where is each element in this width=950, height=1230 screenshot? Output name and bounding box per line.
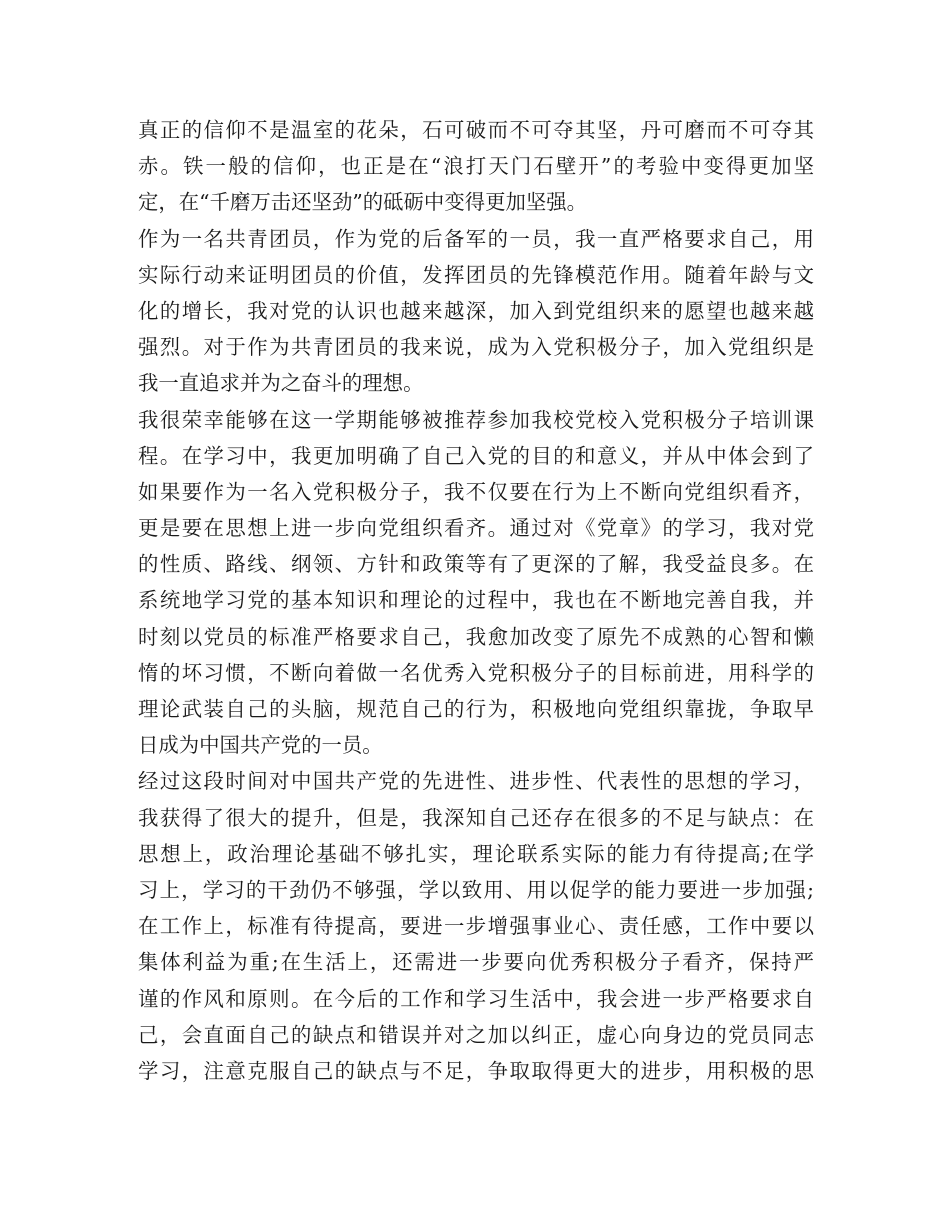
paragraph-4 (138, 763, 814, 1089)
text-line: 思想上，政治理论基础不够扎实，理论联系实际的能力有待提高;在学 (138, 841, 814, 866)
text-line: 经过这段时间对中国共产党的先进性、进步性、代表性的思想的学习， (138, 769, 814, 794)
text-line: 实际行动来证明团员的价值，发挥团员的先锋模范作用。随着年龄与文 (138, 262, 814, 287)
text-line: 如果要作为一名入党积极分子，我不仅要在行为上不断向党组织看齐， (138, 479, 814, 504)
text-line: 真正的信仰不是温室的花朵，石可破而不可夺其坚，丹可磨而不可夺其 (138, 118, 814, 142)
text-line: 系统地学习党的基本知识和理论的过程中，我也在不断地完善自我，并 (138, 588, 814, 613)
text-line: 的性质、路线、纲领、方针和政策等有了更深的了解，我受益良多。在 (138, 552, 814, 577)
text-line: 我一直追求并为之奋斗的理想。 (138, 371, 424, 396)
text-line: 习上，学习的干劲仍不够强，学以致用、用以促学的能力要进一步加强; (138, 877, 814, 902)
paragraph-2 (138, 221, 814, 402)
text-line: 作为一名共青团员，作为党的后备军的一员，我一直严格要求自己，用 (138, 226, 814, 251)
text-line: 赤。铁一般的信仰，也正是在“浪打天门石壁开”的考验中变得更加坚 (138, 154, 814, 179)
text-line: 程。在学习中，我更加明确了自己入党的目的和意义，并从中体会到了 (138, 443, 814, 468)
text-line: 强烈。对于作为共青团员的我来说，成为入党积极分子，加入党组织是 (138, 335, 814, 360)
text-line: 谨的作风和原则。在今后的工作和学习生活中，我会进一步严格要求自 (138, 986, 814, 1011)
text-line: 己，会直面自己的缺点和错误并对之加以纠正，虚心向身边的党员同志 (138, 1022, 814, 1047)
text-line: 在工作上，标准有待提高，要进一步增强事业心、责任感，工作中要以 (138, 914, 814, 939)
text-line: 理论武装自己的头脑，规范自己的行为，积极地向党组织靠拢，争取早 (138, 697, 814, 721)
text-line: 学习，注意克服自己的缺点与不足，争取取得更大的进步，用积极的思 (138, 1058, 814, 1083)
text-line: 我获得了很大的提升，但是，我深知自己还存在很多的不足与缺点：在 (138, 805, 814, 830)
text-line: 日成为中国共产党的一员。 (138, 733, 383, 758)
text-line: 惰的坏习惯，不断向着做一名优秀入党积极分子的目标前进，用科学的 (138, 660, 814, 685)
paragraph-1 (138, 112, 814, 221)
text-line: 化的增长，我对党的认识也越来越深，加入到党组织来的愿望也越来越 (138, 298, 814, 323)
text-line: 定，在“千磨万击还坚劲”的砥砺中变得更加坚强。 (138, 190, 588, 215)
paragraph-3 (138, 402, 814, 764)
text-line: 更是要在思想上进一步向党组织看齐。通过对《党章》的学习，我对党 (138, 516, 814, 541)
document-body (138, 112, 814, 1089)
text-line: 时刻以党员的标准严格要求自己，我愈加改变了原先不成熟的心智和懒 (138, 624, 814, 649)
text-line: 我很荣幸能够在这一学期能够被推荐参加我校党校入党积极分子培训课 (138, 407, 814, 432)
text-line: 集体利益为重;在生活上，还需进一步要向优秀积极分子看齐，保持严 (138, 950, 814, 975)
